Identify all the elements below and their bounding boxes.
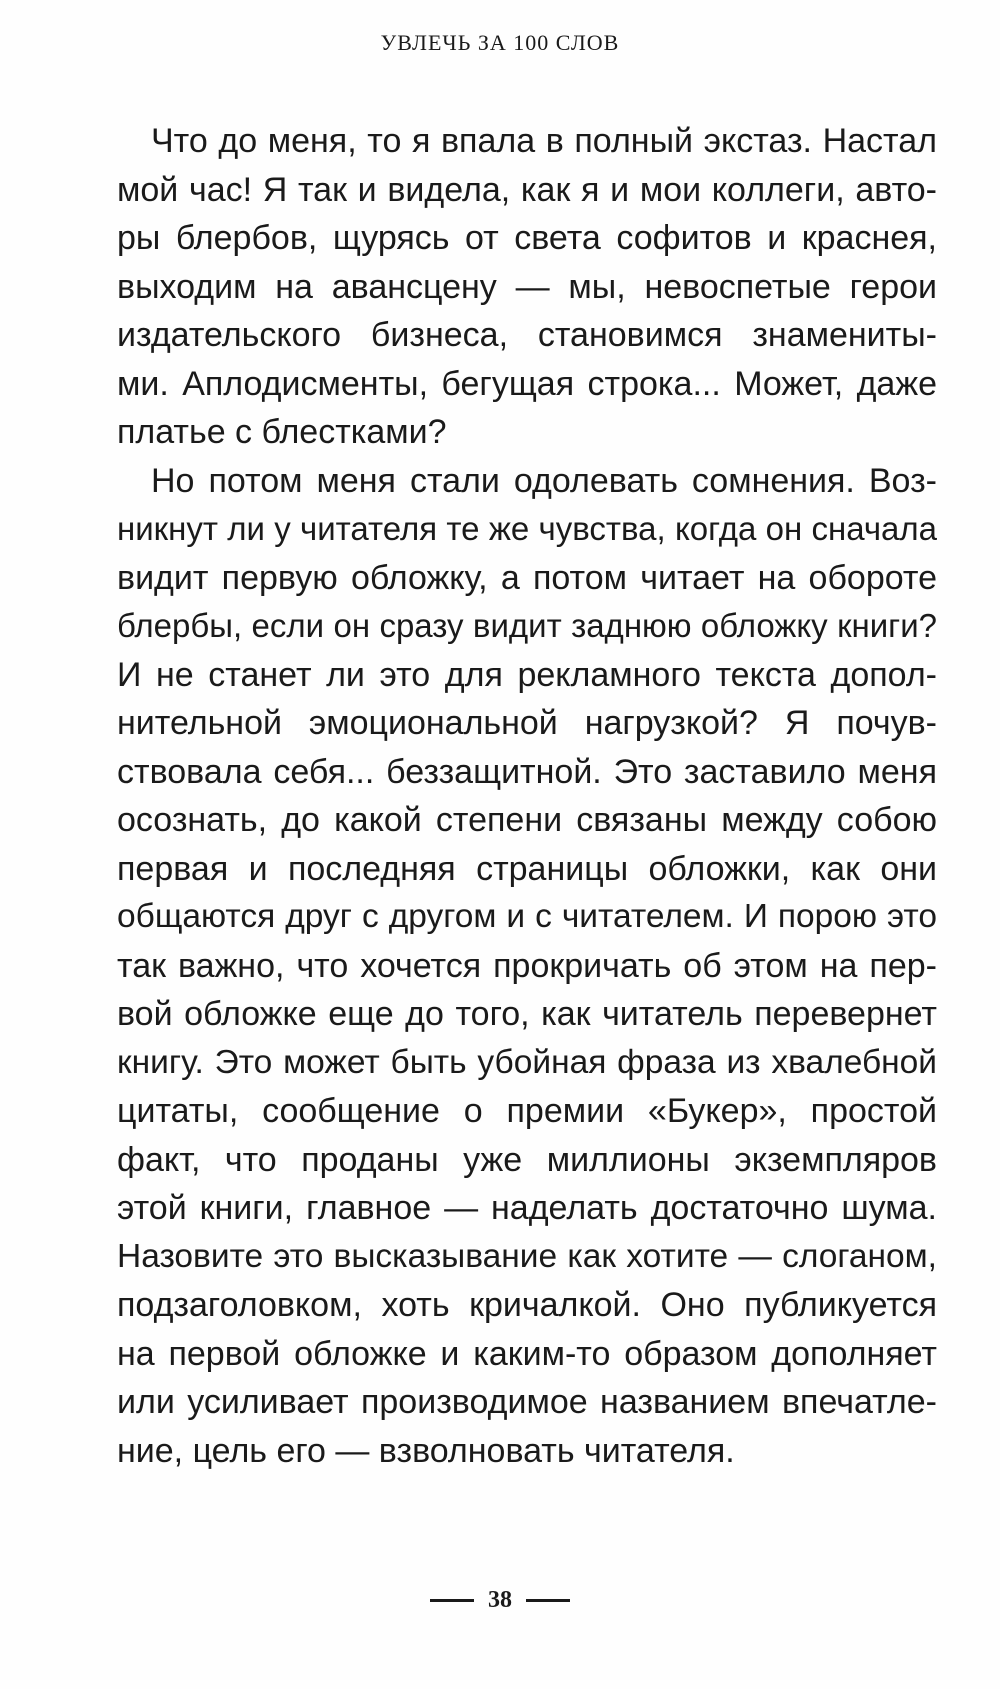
paragraph-2-line-8: осознать, до какой степени связаны между собою	[117, 801, 937, 839]
page-footer	[0, 1580, 1000, 1620]
body-text	[117, 117, 937, 1475]
paragraph-2-line-11: так важно, что хочется прокричать об этом на пер-	[117, 946, 937, 985]
paragraph-1-line-2: мой час! Я так и видела, как я и мои коллеги, авто-	[117, 170, 937, 209]
paragraph-2-line-18: подзаголовком, хоть кричалкой. Оно публикуется	[117, 1286, 937, 1324]
page-number: 38	[488, 1586, 512, 1613]
paragraph-1-line-4: выходим на авансцену — мы, невоспетые герои	[117, 267, 937, 306]
paragraph-2-line-12: вой обложке еще до того, как читатель перевернет	[117, 995, 937, 1033]
paragraph-2-line-9: первая и последняя страницы обложки, как они	[117, 849, 937, 888]
paragraph-2-line-1: Но потом меня стали одолевать сомнения. Воз-	[151, 461, 937, 500]
paragraph-2-line-16: этой книги, главное — наделать достаточно шума.	[117, 1189, 937, 1227]
paragraph-1-line-5: издательского бизнеса, становимся знамениты-	[117, 316, 937, 354]
paragraph-1-line-7: платье с блестками?	[117, 413, 447, 451]
paragraph-2-line-6: нительной эмоциональной нагрузкой? Я почув-	[117, 704, 937, 742]
paragraph-2-line-3: видит первую обложку, а потом читает на обороте	[117, 558, 937, 597]
footer-rule-right	[526, 1599, 570, 1602]
footer-rule-left	[430, 1599, 474, 1602]
paragraph-2-line-21: ние, цель его — взволновать читателя.	[117, 1431, 735, 1470]
paragraph-2-line-17: Назовите это высказывание как хотите — слоганом,	[117, 1237, 937, 1275]
paragraph-2-line-5: И не станет ли это для рекламного текста допол-	[117, 655, 937, 694]
paragraph-2-line-2: никнут ли у читателя те же чувства, когда он сначала	[117, 510, 937, 547]
paragraph-2-line-10: общаются друг с другом и с читателем. И порою это	[117, 898, 937, 935]
paragraph-1-line-6: ми. Аплодисменты, бегущая строка... Может, даже	[117, 364, 937, 403]
paragraph-2-line-7: ствовала себя... беззащитной. Это заставило меня	[117, 752, 937, 791]
paragraph-2-line-20: или усиливает производимое названием впечатле-	[117, 1383, 937, 1421]
paragraph-1-line-1: Что до меня, то я впала в полный экстаз. Настал	[151, 122, 937, 160]
paragraph-2-line-14: цитаты, сообщение о премии «Букер», простой	[117, 1092, 937, 1130]
running-head: УВЛЕЧЬ ЗА 100 СЛОВ	[380, 30, 620, 55]
paragraph-2-line-4: блербы, если он сразу видит заднюю обложку книги?	[117, 607, 937, 644]
paragraph-2-line-19: на первой обложке и каким-то образом дополняет	[117, 1334, 937, 1373]
paragraph-2-line-15: факт, что проданы уже миллионы экземпляров	[117, 1140, 937, 1179]
paragraph-2-line-13: книгу. Это может быть убойная фраза из хвалебной	[117, 1043, 937, 1081]
paragraph-1-line-3: ры блербов, щурясь от света софитов и краснея,	[117, 219, 937, 257]
